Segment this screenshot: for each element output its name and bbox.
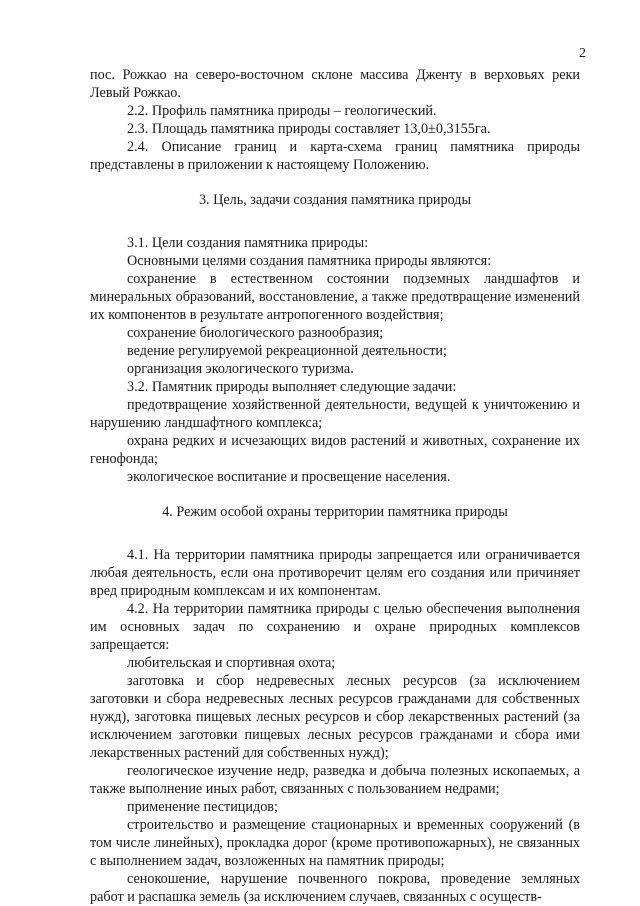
list-item-goal-3: ведение регулируемой рекреационной деятельности;	[127, 343, 447, 359]
document-body	[90, 66, 580, 906]
paragraph-2-2: 2.2. Профиль памятника природы – геологический.	[127, 103, 437, 119]
list-item-goal-2: сохранение биологического разнообразия;	[127, 325, 384, 341]
list-item-task-1: предотвращение хозяйственной деятельности, ведущей к уничтожению и нарушению ландшафтного комплекса;	[90, 397, 580, 431]
section-3-heading: 3. Цель, задачи создания памятника природы	[198, 192, 472, 208]
paragraph-3-1: 3.1. Цели создания памятника природы:	[127, 235, 369, 251]
paragraph-4-1: 4.1. На территории памятника природы запрещается или ограничивается любая деятельность, если она противоречит целям его создания или причиняет вред природным комплексам и их компонентам.	[90, 547, 580, 599]
paragraph-3-2: 3.2. Памятник природы выполняет следующие задачи:	[127, 379, 457, 395]
list-item-task-2: охрана редких и исчезающих видов растений и животных, сохранение их генофонда;	[90, 433, 580, 467]
list-item-prohibition-4: применение пестицидов;	[127, 799, 278, 815]
list-item-goal-1: сохранение в естественном состоянии подземных ландшафтов и минеральных образований, восстановление, а также предотвращение изменений их компонентов в результате антропогенного воздействия;	[90, 271, 580, 323]
paragraph-4-2: 4.2. На территории памятника природы с целью обеспечения выполнения им основных задач по сохранению и охране природных комплексов запрещается:	[90, 601, 580, 653]
list-item-prohibition-6: сенокошение, нарушение почвенного покрова, проведение земляных работ и распашка земель (за исключением случаев, связанных с осуществ-	[90, 871, 580, 905]
page-number: 2	[579, 46, 586, 61]
list-item-prohibition-3: геологическое изучение недр, разведка и добыча полезных ископаемых, а также выполнение иных работ, связанных с пользованием недрами;	[90, 763, 580, 797]
list-item-prohibition-5: строительство и размещение стационарных и временных сооружений (в том числе линейных), прокладка дорог (кроме противопожарных), не связанных с выполнением задач, возложенных на памятник природы;	[90, 817, 580, 869]
list-item-prohibition-1: любительская и спортивная охота;	[127, 655, 336, 671]
list-item-task-3: экологическое воспитание и просвещение населения.	[127, 469, 451, 485]
section-4-heading: 4. Режим особой охраны территории памятника природы	[162, 504, 508, 520]
paragraph-2-1-continuation: пос. Рожкао на северо-восточном склоне массива Дженту в верховьях реки Левый Рожкао.	[90, 67, 580, 101]
list-item-prohibition-2: заготовка и сбор недревесных лесных ресурсов (за исключением заготовки и сбора недревесных лесных ресурсов гражданами для собственных нужд), заготовка пищевых лесных ресурсов и сбор лекарственных растений (за исключением заготовки пищевых лесных ресурсов гражданами и сбора ими лекарственных растений для собственных нужд);	[90, 673, 580, 761]
list-item-goal-4: организация экологического туризма.	[127, 361, 354, 377]
paragraph-2-3: 2.3. Площадь памятника природы составляет 13,0±0,3155га.	[127, 121, 491, 137]
paragraph-2-4: 2.4. Описание границ и карта-схема границ памятника природы представлены в приложении к настоящему Положению.	[90, 139, 580, 173]
paragraph-3-goals-intro: Основными целями создания памятника природы являются:	[127, 253, 492, 269]
